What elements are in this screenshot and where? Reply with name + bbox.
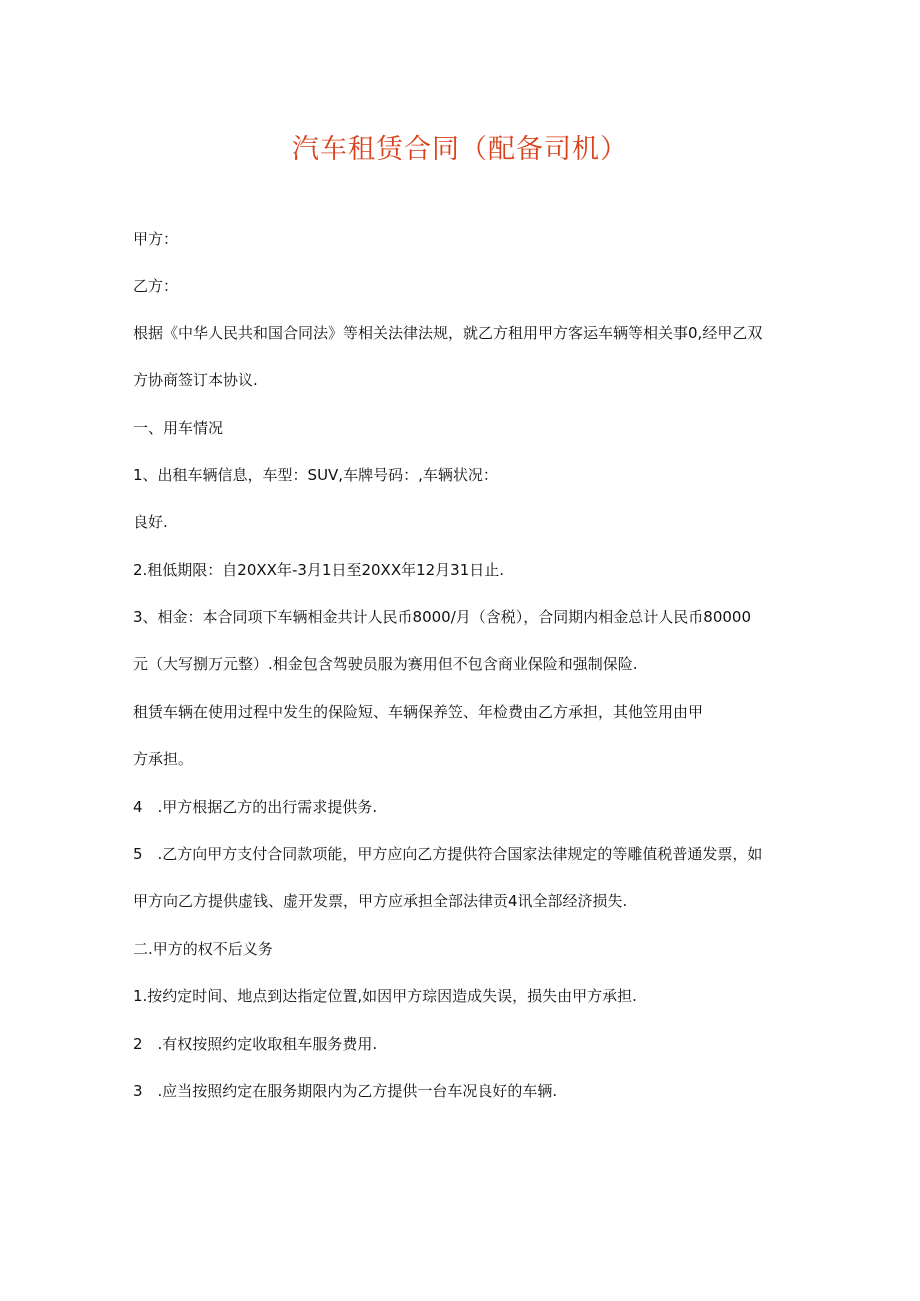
party-b-line: 乙方：: [133, 277, 179, 295]
party-a-line: 甲方：: [133, 230, 179, 248]
section-heading-1: 一、用车情况: [133, 419, 224, 437]
clause-2-1: 1.按约定时间、地点到达指定位置,如因甲方琮因造成失误，损失由甲方承担.: [133, 987, 637, 1005]
clause-1-4: 4 .甲方根据乙方的出行需求提供务.: [133, 798, 378, 816]
clause-2-3: 3 .应当按照约定在服务期限内为乙方提供一台车况良好的车辆.: [133, 1082, 558, 1100]
clause-1-1-cont: 良好.: [133, 513, 168, 531]
clause-1-5-cont: 甲方向乙方提供虚钱、虚开发票，甲方应承担全部法律贡4讯全部经济损失.: [133, 892, 628, 910]
clause-1-3-note: 租赁车辆在使用过程中发生的保险短、车辆保养笠、年检费由乙方承担，其他笠用由甲: [133, 703, 704, 721]
clause-1-1: 1、出租车辆信息，车型：SUV,车牌号码：,车辆状况：: [133, 466, 498, 484]
clause-1-3: 3、相金：本合同项下车辆相金共计人民币8000/月（含税），合同期内相金总计人民币80000: [133, 608, 751, 626]
section-heading-2: 二.甲方的权不后义务: [133, 940, 273, 958]
clause-1-3-note-cont: 方承担。: [133, 750, 194, 768]
preamble-line-1: 根据《中华人民共和国合同法》等相关法律法规，就乙方租用甲方客运车辆等相关事0,经甲乙双: [133, 324, 763, 342]
document-title: 汽车租赁合同（配备司机）: [292, 134, 628, 165]
clause-2-2: 2 .有权按照约定收取租车服务费用.: [133, 1035, 378, 1053]
clause-1-5: 5 .乙方向甲方支付合同款项能，甲方应向乙方提供符合国家法律规定的等雕值税普通发票，如: [133, 845, 763, 863]
clause-1-3-cont: 元（大写捌万元整）.相金包含驾驶员服为赛用但不包含商业保险和强制保险.: [133, 655, 638, 673]
preamble-line-2: 方协商签订本协议.: [133, 371, 258, 389]
clause-1-2: 2.租低期限：自20XX年-3月1日至20XX年12月31日止.: [133, 561, 505, 579]
